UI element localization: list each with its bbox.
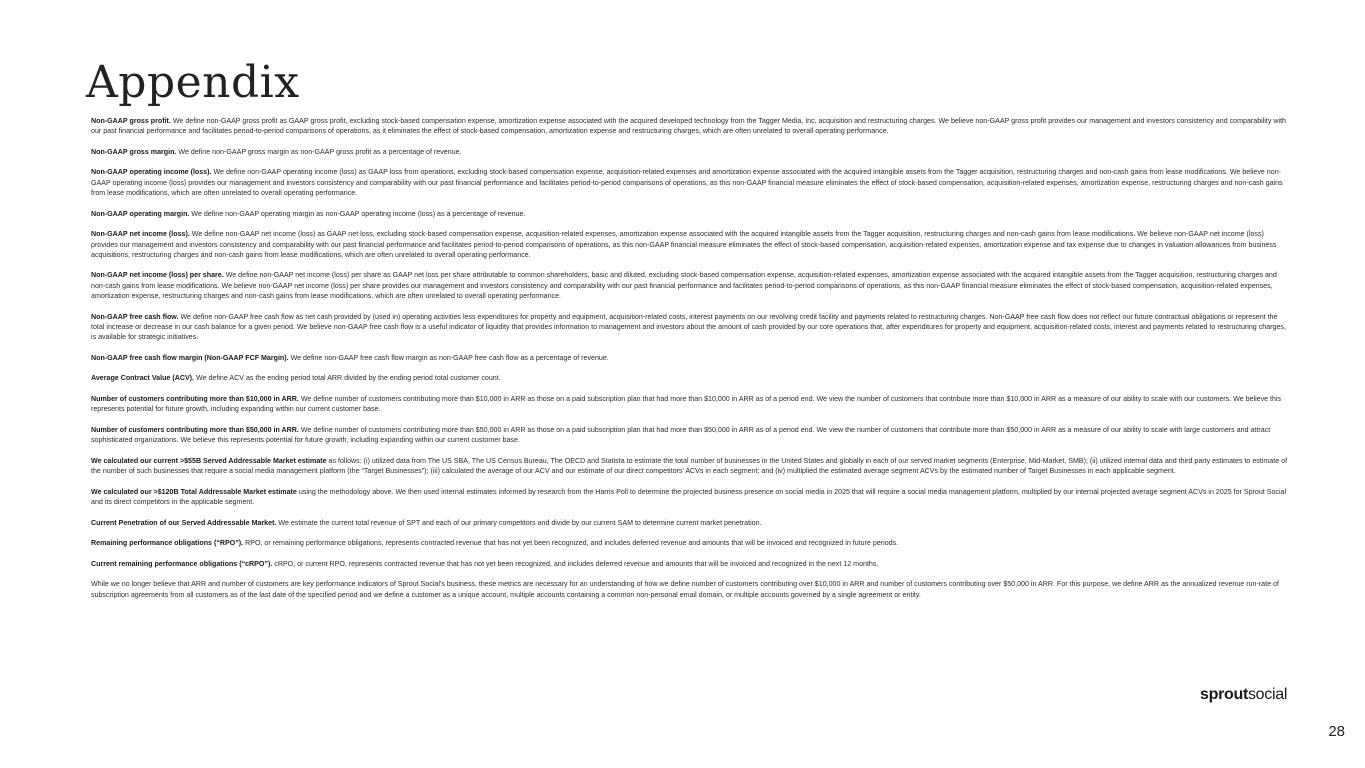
definitions-list <box>91 116 1291 610</box>
logo-word-sprout: sprout <box>1200 686 1248 703</box>
definition-term: Non-GAAP gross profit. <box>91 117 171 125</box>
definition-term: Number of customers contributing more than $50,000 in ARR. <box>91 425 299 434</box>
definition-term: We calculated our >$120B Total Addressable Market estimate <box>91 487 297 496</box>
definition-paragraph <box>91 559 1291 569</box>
definition-paragraph <box>91 394 1291 415</box>
definition-text: We define non-GAAP gross margin as non-GAAP gross profit as a percentage of revenue. <box>176 147 462 156</box>
definition-term: Current remaining performance obligations (“cRPO”). <box>91 559 273 568</box>
definition-paragraph <box>91 538 1291 548</box>
definition-text: We define non-GAAP net income (loss) as GAAP net loss, excluding stock-based compensation expense, acquisition-related expenses, amortization expense associated with the acquired intangible assets from the Tagger acquisition, restructuring charges and non-cash gains from lease modifications. We believe non-GAAP net income (loss) provides our management and investors consistency and comparability with our past financial performance and facilitates period-to-period comparisons of operations, as this non-GAAP financial measure eliminates the effect of stock-based compensation, acquisition-related expenses, amortization expense and tax expense due to changes in valuation allowances from business acquisitions, restructuring charges and non-cash gains from lease modifications, which are often unrelated to overall operating performance. <box>91 230 1277 259</box>
definition-paragraph <box>91 518 1291 528</box>
definition-paragraph <box>91 229 1291 260</box>
definition-term: Non-GAAP gross margin. <box>91 147 177 156</box>
definition-text: using the methodology above. We then used internal estimates informed by research from the Harris Poll to determine the projected business presence on social media in 2025 that will require a social media management platform, multiplied by our internal projected average segment ACVs in 2025 for Sprout Social and its direct competitors in the applicable segment. <box>91 487 1287 506</box>
definition-text: We estimate the current total revenue of SPT and each of our primary competitors and divide by our current SAM to determine current market penetration. <box>276 518 762 527</box>
definition-text: We define non-GAAP net income (loss) per share as GAAP net loss per share attributable to common shareholders, basic and diluted, excluding stock-based compensation expense, acquisition-related expenses, amortization expense associated with the acquired intangible assets from the Tagger acquisition, restructuring charges and non-cash gains from lease modifications. We believe non-GAAP net income (loss) per share provides our management and investors consistency and comparability with our past financial performance and facilitates period-to-period comparisons of operations, as this non-GAAP financial measure eliminates the effect of stock-based compensation, acquisition-related expenses, amortization expense, restructuring charges and non-cash gains from lease modifications, which are often unrelated to overall operating performance. <box>91 271 1277 301</box>
definition-text: We define non-GAAP free cash flow margin as non-GAAP free cash flow as a percentage of revenue. <box>288 353 609 362</box>
definition-term: Non-GAAP net income (loss) per share. <box>91 271 224 280</box>
definition-text: RPO, or remaining performance obligations, represents contracted revenue that has not yet been recognized, and includes deferred revenue and amounts that will be invoiced and recognized in future periods. <box>243 539 899 548</box>
definition-paragraph <box>91 579 1291 600</box>
sprout-social-logo <box>1200 684 1287 706</box>
page-title: Appendix <box>86 57 300 108</box>
definition-text: as follows: (i) utilized data from The US SBA, The US Census Bureau, The OECD and Statista to estimate the total number of businesses in the United States and globally in each of our served market segments (Enterprise, Mid-Market, SMB); (ii) utilized internal data and third party estimates to estimate of the number of such businesses that require a social media management platform (the “Target Businesses”); (iii) calculated the average of our ACV and our estimate of our direct competitors’ ACVs in each segment; and (iv) multiplied the estimated average segment ACVs by the estimated number of Target Businesses in each applicable segment. <box>91 456 1288 476</box>
definition-paragraph <box>91 353 1291 363</box>
definition-text: We define non-GAAP gross profit as GAAP gross profit, excluding stock-based compensation expense, amortization expense associated with the acquired developed technology from the Tagger Media, Inc. acquisition and restructuring charges. We believe non-GAAP gross profit provides our management and investors consistency and comparability with our past financial performance and facilitates period-to-period comparisons of operations, as it eliminates the effect of stock-based compensation, amortization expense and restructuring charges, which are often unrelated to overall operating performance. <box>91 117 1286 136</box>
definition-text: We define ACV as the ending period total ARR divided by the ending period total customer count. <box>194 374 501 383</box>
definition-term: Current Penetration of our Served Addressable Market. <box>91 518 277 527</box>
definition-term: Non-GAAP free cash flow margin (Non-GAAP FCF Margin). <box>91 353 289 362</box>
definition-paragraph <box>91 209 1291 219</box>
page-number: 28 <box>1328 723 1345 740</box>
definition-paragraph <box>91 373 1291 383</box>
logo-word-social: social <box>1247 686 1288 703</box>
definition-paragraph <box>91 312 1291 343</box>
definition-text: We define number of customers contributing more than $10,000 in ARR as those on a paid subscription plan that had more than $10,000 in ARR as of a period end. We view the number of customers that contribute more than $10,000 in ARR as a measure of our ability to scale with our customers. We believe this represents potential for future growth, including expanding within our current customer base. <box>91 395 1282 414</box>
definition-text: While we no longer believe that ARR and number of customers are key performance indicators of Sprout Social’s business, these metrics are necessary for an understanding of how we define number of customers contributing over $10,000 in ARR and number of customers contributing over $50,000 in ARR. For this purpose, we define ARR as the annualized revenue run-rate of subscription agreements from all customers as of the last date of the specified period and we define a customer as a unique account, multiple accounts containing a common non-personal email domain, or multiple accounts governed by a single agreement or entity. <box>91 580 1279 599</box>
definition-term: Non-GAAP free cash flow. <box>91 312 179 321</box>
definition-paragraph <box>91 487 1291 508</box>
definition-term: Remaining performance obligations (“RPO”). <box>91 539 244 548</box>
definition-term: We calculated our current >$55B Served Addressable Market estimate <box>91 456 327 465</box>
definition-term: Non-GAAP operating margin. <box>91 209 190 218</box>
definition-term: Average Contract Value (ACV). <box>91 374 195 383</box>
definition-text: We define non-GAAP operating margin as non-GAAP operating income (loss) as a percentage of revenue. <box>189 209 526 218</box>
definition-paragraph <box>91 116 1291 137</box>
definition-term: Number of customers contributing more than $10,000 in ARR. <box>91 395 299 404</box>
definition-paragraph <box>91 270 1291 301</box>
definition-term: Non-GAAP net income (loss). <box>91 230 190 239</box>
definition-paragraph <box>91 425 1291 446</box>
definition-text: cRPO, or current RPO, represents contracted revenue that has not yet been recognized, and includes deferred revenue and amounts that will be invoiced and recognized in the next 12 months. <box>272 559 879 568</box>
definition-text: We define non-GAAP operating income (loss) as GAAP loss from operations, excluding stock-based compensation expense, acquisition-related expenses and amortization expense associated with the acquired intangible assets from the Tagger acquisition, restructuring charges and non-cash gains from lease modifications. We believe non-GAAP operating income (loss) provides our management and investors consistency and comparability with our past financial performance and facilitates period-to-period comparisons of operations, as this non-GAAP financial measure eliminates the effect of stock-based compensation, acquisition-related expenses, amortization expense, restructuring charges and non-cash gains from lease modifications, which are often unrelated to overall operating performance. <box>91 168 1283 198</box>
definition-paragraph <box>91 456 1291 477</box>
definition-text: We define number of customers contributing more than $50,000 in ARR as those on a paid subscription plan that had more than $50,000 in ARR as of a period end. We view the number of customers that contribute more than $50,000 in ARR as a measure of our ability to scale with large customers and attract sophisticated organizations. We believe this represents potential for future growth, including expanding within our current customer base. <box>91 425 1271 445</box>
definition-paragraph <box>91 167 1291 198</box>
definition-text: We define non-GAAP free cash flow as net cash provided by (used in) operating activities less expenditures for property and equipment, acquisition-related costs, interest payments on our revolving credit facility and payments related to restructuring charges. Non-GAAP free cash flow does not reflect our future contractual obligations or represent the total increase or decrease in our cash balance for a given period. We believe non-GAAP free cash flow is a useful indicator of liquidity that provides information to management and investors about the amount of cash provided by our core operations that, after expenditures for property and equipment, acquisition-related costs, interest and payments related to restructuring charges, is available for strategic initiatives. <box>91 312 1286 342</box>
definition-paragraph <box>91 147 1291 157</box>
definition-term: Non-GAAP operating income (loss). <box>91 168 212 177</box>
